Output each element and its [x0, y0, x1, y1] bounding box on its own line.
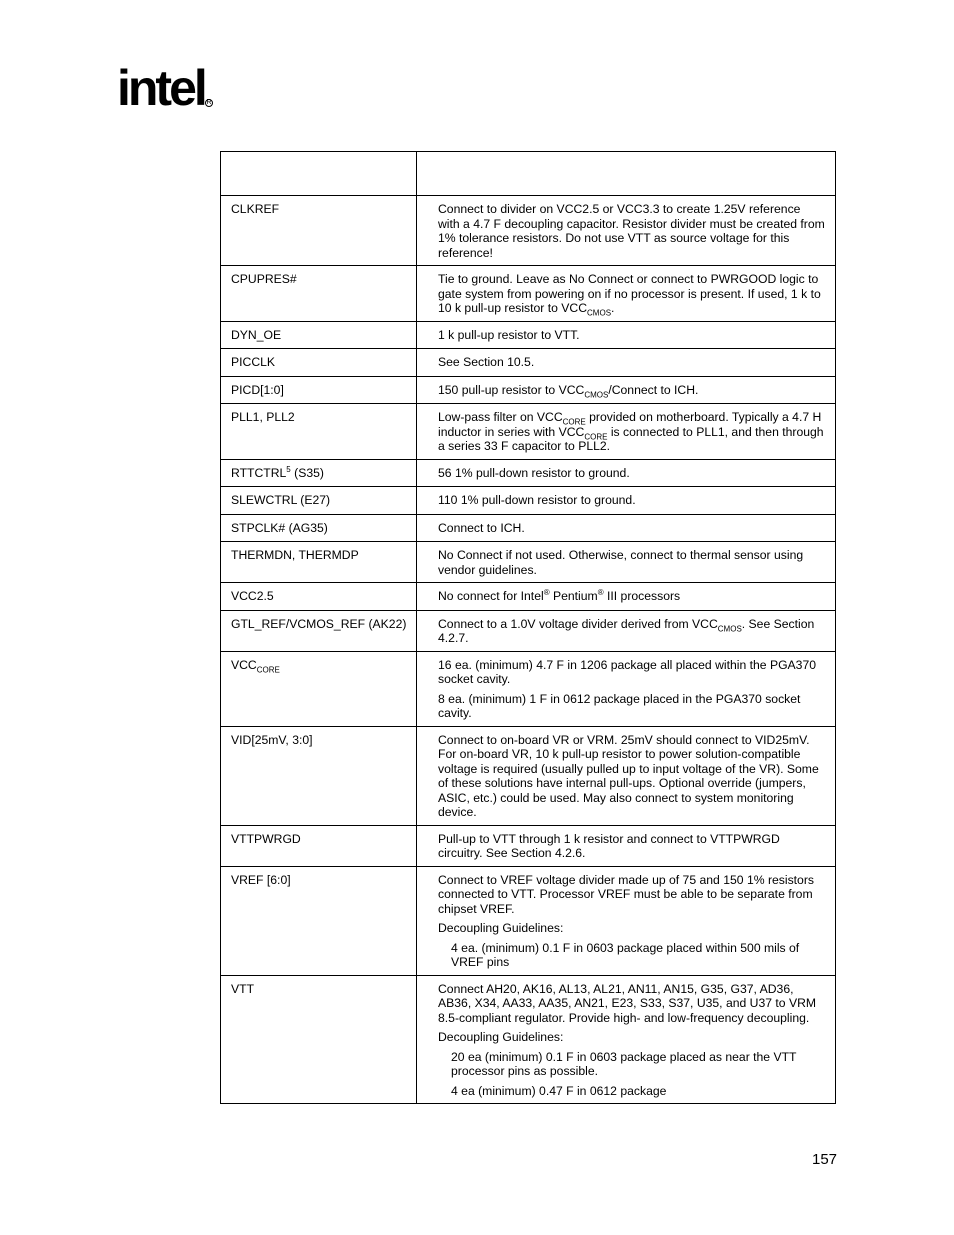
text-fragment: /Connect to ICH. [608, 382, 699, 397]
text-fragment: No connect for Intel [438, 589, 544, 603]
table-row [221, 825, 836, 866]
signal-name: VTTPWRGD [231, 831, 301, 846]
signal-name-cell [221, 651, 417, 726]
recommendation-cell [417, 404, 836, 460]
recommendation-paragraph [438, 383, 825, 398]
table-row [221, 487, 836, 515]
text-fragment: Connect to a 1.0V voltage divider derived from VCC [438, 616, 718, 631]
subscript: CMOS [587, 308, 612, 318]
text-fragment: RTTCTRL [231, 465, 287, 480]
signal-name-cell [221, 866, 417, 975]
recommendation-paragraph: Decoupling Guidelines: [438, 921, 564, 935]
table-row [221, 196, 836, 266]
recommendation-paragraph [438, 410, 825, 454]
decoupling-item: 4 ea. (minimum) 0.1 F in 0603 package placed within 500 mils of VREF pins [451, 940, 800, 969]
signal-name-cell [221, 825, 417, 866]
text-fragment: Pentium [549, 589, 598, 603]
signal-termination-table [220, 151, 836, 1104]
text-fragment: . See Section 4.2.7. [438, 616, 815, 645]
table-row [221, 866, 836, 975]
superscript: ® [597, 587, 604, 597]
recommendation-paragraph: Connect to VREF voltage divider made up of 75 and 150 1% resistors connected to VTT. Processor VREF must be able to be separate from chipset VREF. [438, 872, 814, 916]
recommendation-cell [417, 726, 836, 825]
subscript: CORE [256, 664, 280, 674]
text-fragment: (S35) [290, 465, 324, 480]
signal-name: VCC2.5 [231, 589, 274, 603]
table-row [221, 542, 836, 583]
subscript: CORE [562, 417, 586, 427]
recommendation-paragraph: Pull-up to VTT through 1 k resistor and connect to VTTPWRGD circuitry. See Section 4.2.6. [438, 831, 780, 860]
signal-name: VTT [231, 981, 255, 996]
signal-name-cell [221, 610, 417, 651]
signal-name: PLL1, PLL2 [231, 410, 295, 424]
logo-wordmark: intel [117, 60, 205, 116]
text-fragment: VCC [231, 657, 257, 672]
recommendation-cell [417, 825, 836, 866]
recommendation-cell [417, 266, 836, 322]
recommendation-cell [417, 487, 836, 515]
recommendation-paragraph [438, 589, 825, 604]
text-fragment: III processors [603, 589, 681, 603]
text-fragment: 150 pull-up resistor to VCC [438, 382, 585, 397]
text-fragment: Low-pass filter on VCC [438, 410, 563, 424]
intel-logo [117, 56, 217, 120]
table-row [221, 583, 836, 611]
signal-name: CPUPRES# [231, 272, 297, 286]
signal-name-cell [221, 542, 417, 583]
table-row [221, 459, 836, 487]
recommendation-paragraph: Connect to on-board VR or VRM. 25mV should connect to VID25mV. For on-board VR, 10 k pull-up resistor to power solution-compatible voltage is required (usually pulled up to input voltage of the VR). Some of these solutions have internal pull-ups. Optional override (jumpers, ASIC, etc.) could be used. May also connect to system monitoring device. [438, 732, 819, 819]
recommendation-cell [417, 866, 836, 975]
recommendation-cell [417, 610, 836, 651]
signal-name: CLKREF [231, 202, 280, 216]
table-row [221, 404, 836, 460]
signal-name: PICD[1:0] [231, 382, 284, 397]
signal-name: SLEWCTRL (E27) [231, 493, 331, 507]
table-row [221, 726, 836, 825]
superscript: 5 [286, 464, 291, 474]
signal-name-cell [221, 514, 417, 542]
decoupling-item: 20 ea (minimum) 0.1 F in 0603 package placed as near the VTT processor pins as possible. [451, 1049, 797, 1078]
recommendation-paragraph: Connect to divider on VCC2.5 or VCC3.3 to create 1.25V reference with a 4.7 F decoupling capacitor. Resistor divider must be created from 1% tolerance resistors. Do not use VTT as source voltage for this reference! [438, 202, 825, 260]
recommendation-cell [417, 459, 836, 487]
table-row [221, 610, 836, 651]
signal-name-cell [221, 583, 417, 611]
recommendation-cell [417, 542, 836, 583]
recommendation-paragraph: No Connect if not used. Otherwise, connect to thermal sensor using vendor guidelines. [438, 548, 804, 577]
recommendation-paragraph: Connect to ICH. [438, 520, 525, 535]
table-header-row [221, 152, 836, 196]
recommendation-cell [417, 321, 836, 349]
signal-name-cell [221, 975, 417, 1104]
signal-name-cell [221, 196, 417, 266]
recommendation-paragraph: See Section 10.5. [438, 355, 535, 369]
recommendation-paragraph: Decoupling Guidelines: [438, 1030, 564, 1044]
table-row [221, 321, 836, 349]
recommendation-paragraph: Connect AH20, AK16, AL13, AL21, AN11, AN15, G35, G37, AD36, AB36, X34, AA33, AA35, AN21, E23, S33, S37, U35, and U37 to VRM 8.5-compliant regulator. Provide high- and low-frequency decoupling. [438, 981, 817, 1025]
recommendation-cell [417, 514, 836, 542]
subscript: CMOS [717, 623, 742, 633]
signal-name-cell [221, 266, 417, 322]
table-row [221, 266, 836, 322]
signal-name: DYN_OE [231, 327, 282, 342]
superscript: ® [543, 587, 550, 597]
signal-name: GTL_REF/VCMOS_REF (AK22) [231, 616, 407, 631]
recommendation-cell [417, 651, 836, 726]
table-row [221, 514, 836, 542]
signal-name-cell [221, 726, 417, 825]
signal-name-cell [221, 349, 417, 377]
signal-name-cell [221, 376, 417, 404]
signal-name-cell [221, 404, 417, 460]
table-row [221, 975, 836, 1104]
recommendation-cell [417, 196, 836, 266]
registered-mark: R [206, 99, 212, 106]
signal-name: STPCLK# (AG35) [231, 520, 328, 535]
table-row [221, 651, 836, 726]
signal-name-cell [221, 487, 417, 515]
recommendation-paragraph [438, 272, 825, 316]
recommendation-cell [417, 975, 836, 1104]
recommendation-paragraph: 56 1% pull-down resistor to ground. [438, 465, 630, 480]
table-row [221, 376, 836, 404]
text-fragment: provided on motherboard. Typically a 4.7 H inductor in series with VCC [438, 410, 822, 439]
page-number: 157 [812, 1151, 838, 1168]
signal-name: VID[25mV, 3:0] [231, 732, 313, 747]
table-row [221, 349, 836, 377]
recommendation-cell [417, 583, 836, 611]
signal-name: PICCLK [231, 355, 276, 369]
text-fragment: is connected to PLL1, and then through a series 33 F capacitor to PLL2. [438, 424, 824, 453]
recommendation-paragraph: 1 k pull-up resistor to VTT. [438, 327, 580, 342]
signal-name: VREF [6:0] [231, 872, 291, 887]
recommendation-paragraph [438, 617, 825, 646]
recommendation-paragraph: 16 ea. (minimum) 4.7 F in 1206 package all placed within the PGA370 socket cavity. [438, 657, 817, 686]
recommendation-cell [417, 349, 836, 377]
text-fragment: . [611, 301, 615, 315]
signal-name-cell [221, 321, 417, 349]
header-cell-signal [221, 152, 417, 196]
signal-name: THERMDN, THERMDP [231, 548, 359, 562]
recommendation-cell [417, 376, 836, 404]
header-cell-recommendation [417, 152, 836, 196]
signal-name-cell [221, 459, 417, 487]
text-fragment: Tie to ground. Leave as No Connect or connect to PWRGOOD logic to gate system from powering on if no processor is present. If used, 1 k to 10 k pull-up resistor to VCC [438, 272, 821, 315]
decoupling-item: 4 ea (minimum) 0.47 F in 0612 package [451, 1083, 667, 1098]
recommendation-paragraph: 8 ea. (minimum) 1 F in 0612 package placed in the PGA370 socket cavity. [438, 691, 801, 720]
recommendation-paragraph: 110 1% pull-down resistor to ground. [438, 493, 636, 507]
subscript: CMOS [584, 389, 609, 399]
subscript: CORE [584, 431, 608, 441]
